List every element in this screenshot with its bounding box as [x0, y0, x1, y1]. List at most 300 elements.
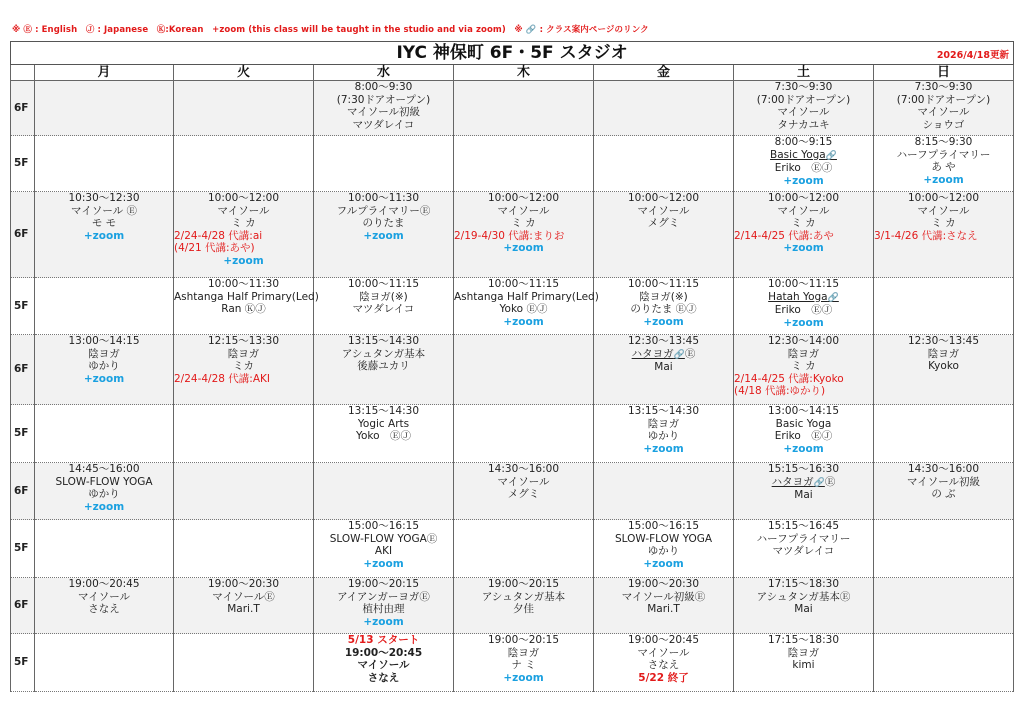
class-line [594, 578, 733, 591]
class-line [594, 418, 733, 431]
class-line-text[interactable]: Hatah Yoga [768, 290, 828, 303]
class-line [734, 418, 873, 431]
class-line-text: モ モ [91, 217, 117, 230]
class-line-text[interactable]: Basic Yoga [770, 148, 826, 161]
link-icon[interactable]: 🔗 [673, 349, 685, 360]
class-line-text: 2/14-4/25 代講:Kyoko [734, 372, 844, 385]
class-line [594, 291, 733, 304]
class-line-text: 19:00～20:15 [487, 634, 560, 646]
class-cell-sun [874, 278, 1014, 335]
class-cell-sun [874, 634, 1014, 692]
class-line-text: 15:15～16:45 [767, 520, 840, 532]
class-cell-thu [454, 136, 594, 192]
class-line-text: +zoom [83, 229, 125, 242]
schedule-row [11, 578, 1014, 634]
class-line [314, 405, 453, 418]
class-cell-fri [594, 463, 734, 520]
class-line-text: マイソール [637, 204, 690, 217]
class-line-text: タナカユキ [777, 118, 830, 131]
class-cell-sun [874, 578, 1014, 634]
class-line-text: ショウゴ [922, 118, 965, 131]
floor-label: 5F [11, 520, 35, 578]
class-line-text: マイソール [777, 204, 830, 217]
class-line-text: マイソール [917, 106, 970, 119]
class-line-text: ハーフプライマリー [756, 532, 851, 545]
class-line-text: 10:00～11:30 [347, 192, 420, 204]
class-line [874, 335, 1013, 348]
class-cell-mon [35, 335, 174, 405]
class-line-text: +zoom [643, 315, 684, 328]
class-line [314, 106, 453, 119]
class-line-text: 19:00～20:15 [487, 578, 560, 590]
class-cell-sat [734, 136, 874, 192]
class-cell-sat [734, 463, 874, 520]
class-cell-thu [454, 405, 594, 463]
class-line-text: さなえ [88, 603, 120, 616]
class-cell-sat [734, 578, 874, 634]
class-line-text: さなえ [367, 671, 400, 684]
class-cell-thu [454, 81, 594, 136]
class-link[interactable] [594, 348, 733, 362]
class-line [454, 603, 593, 616]
class-line-text: SLOW-FLOW YOGAⒺ [329, 532, 438, 545]
zoom-tag [734, 242, 873, 255]
class-cell-wed [314, 463, 454, 520]
substitute-note [734, 385, 873, 398]
class-line-text: 5/22 終了 [638, 671, 689, 684]
class-line-text: +zoom [643, 557, 684, 570]
class-line [734, 94, 873, 107]
class-line-text: マイソール初級Ⓔ [621, 590, 706, 603]
class-line [594, 278, 733, 291]
zoom-tag [594, 316, 733, 329]
class-line-text: さなえ [647, 659, 680, 672]
class-line-text: マイソール [217, 204, 270, 217]
language-mark: Ⓔ [824, 475, 836, 488]
class-line-text: ゆかり [88, 488, 120, 501]
class-line-text: マツダレイコ [352, 303, 415, 316]
zoom-tag [314, 616, 453, 629]
class-line-text: 2/24-4/28 代講:AKI [174, 372, 270, 385]
class-line [314, 335, 453, 348]
class-line-text: 15:15～16:30 [767, 463, 840, 475]
class-line-text: アシュタンガ基本Ⓔ [756, 590, 851, 603]
class-line-text: +zoom [363, 557, 404, 570]
schedule-row [11, 192, 1014, 278]
day-header-sat: 土 [734, 65, 874, 81]
class-line-text: (7:30ドアオープン) [336, 93, 431, 106]
class-line-text: Eriko ⒺⒿ [774, 304, 833, 317]
class-cell-thu [454, 192, 594, 278]
class-cell-wed [314, 335, 454, 405]
class-line [314, 303, 453, 316]
class-line [174, 192, 313, 205]
day-header-tue: 火 [174, 65, 314, 81]
class-cell-sat [734, 278, 874, 335]
class-cell-sun [874, 335, 1014, 405]
class-line-text: Ashtanga Half Primary(Led) [174, 290, 319, 303]
class-cell-tue [174, 136, 314, 192]
class-line-text[interactable]: ハタヨガ [771, 475, 814, 488]
zoom-tag [35, 501, 173, 514]
class-line [594, 647, 733, 660]
class-line [174, 578, 313, 591]
schedule-row [11, 634, 1014, 692]
class-line [594, 217, 733, 230]
class-line [314, 119, 453, 132]
class-line-text: 12:15～13:30 [207, 335, 280, 347]
class-line [314, 192, 453, 205]
day-header-thu: 木 [454, 65, 594, 81]
class-line [174, 335, 313, 348]
class-cell-mon [35, 520, 174, 578]
class-line-text: 15:00～16:15 [627, 520, 700, 532]
zoom-tag [314, 558, 453, 571]
class-line [594, 335, 733, 348]
class-cell-fri [594, 578, 734, 634]
class-line-text: 10:00～11:15 [487, 278, 560, 290]
class-cell-mon [35, 192, 174, 278]
class-line-text: kimi [792, 659, 815, 672]
class-line-text: 2/19-4/30 代講:まりお [454, 229, 565, 242]
class-line [594, 634, 733, 647]
class-line [174, 217, 313, 230]
class-cell-thu [454, 278, 599, 335]
class-line-text: 14:30～16:00 [908, 463, 980, 475]
class-line [874, 205, 1013, 218]
class-line [734, 405, 873, 418]
class-line [35, 348, 173, 361]
class-cell-sun [874, 405, 1014, 463]
class-line [314, 348, 453, 361]
class-line [874, 488, 1013, 501]
class-cell-sat [734, 192, 874, 278]
class-line-text: ミ カ [791, 217, 816, 230]
class-line [314, 81, 453, 94]
class-cell-fri [594, 278, 734, 335]
notice-text [594, 672, 733, 685]
class-line-text: アシュタンガ基本 [481, 590, 566, 603]
class-line [734, 278, 873, 291]
zoom-tag [594, 558, 733, 571]
class-cell-fri [594, 520, 734, 578]
class-line-text: 夕佳 [513, 603, 534, 616]
class-line-text: Mai [794, 489, 813, 502]
class-line-text: Mari.T [647, 603, 680, 616]
class-cell-sun [874, 192, 1014, 278]
schedule-table [10, 41, 1014, 692]
class-line-text: +zoom [83, 500, 125, 513]
link-icon[interactable]: 🔗 [825, 150, 837, 161]
class-line-text: 8:00～9:30 [354, 81, 413, 93]
class-line-text: 陰ヨガ [507, 646, 540, 659]
class-line-text: ミ カ [791, 360, 816, 373]
zoom-tag [314, 230, 453, 243]
class-line [174, 348, 313, 361]
class-line-text: ミ カ [231, 217, 256, 230]
class-cell-sun [874, 463, 1014, 520]
class-line-text: +zoom [783, 316, 824, 329]
class-line [35, 217, 173, 230]
class-line [454, 634, 593, 647]
class-line-text: Ran ⓀⒿ [221, 303, 266, 316]
class-line [734, 520, 873, 533]
class-line [874, 106, 1013, 119]
class-line [734, 335, 873, 348]
class-line [314, 545, 453, 558]
class-line [454, 217, 593, 230]
class-line [734, 430, 873, 443]
class-line [734, 348, 873, 361]
class-line [734, 603, 873, 616]
class-line [174, 360, 313, 373]
class-link[interactable] [734, 149, 873, 163]
floor-label: 6F [11, 192, 35, 278]
class-line [174, 603, 313, 616]
zoom-tag [734, 317, 873, 330]
substitute-note [174, 230, 313, 243]
class-line-text: Mai [654, 361, 673, 374]
class-line-text: 14:45～16:00 [68, 463, 140, 475]
class-line [734, 360, 873, 373]
class-line-text: マイソール [637, 646, 690, 659]
class-line [314, 647, 453, 660]
class-line [35, 205, 173, 218]
class-line-text: のりたま ⒺⒿ [630, 303, 697, 316]
class-line [594, 192, 733, 205]
class-cell-fri [594, 81, 734, 136]
class-cell-tue [174, 463, 314, 520]
class-line-text: メグミ [507, 488, 540, 501]
class-line [734, 463, 873, 476]
class-line [874, 476, 1013, 489]
class-cell-tue [174, 278, 319, 335]
class-line-text: 12:30～13:45 [627, 335, 700, 347]
class-line [35, 591, 173, 604]
class-line [594, 430, 733, 443]
class-line-text: 14:30～16:00 [487, 463, 560, 475]
class-line-text[interactable]: ハタヨガ [631, 347, 674, 360]
class-line-text: 13:15～14:30 [347, 405, 420, 417]
class-line-text: 19:00～20:45 [627, 634, 700, 646]
class-line-text: +zoom [363, 229, 404, 242]
class-line-text: マイソール [77, 590, 131, 603]
class-line-text: 13:00～14:15 [767, 405, 840, 417]
class-line-text: ゆかり [88, 360, 120, 373]
class-line-text: マイソール [497, 204, 550, 217]
link-icon[interactable]: 🔗 [827, 292, 839, 303]
class-line-text: 陰ヨガ(※) [639, 290, 688, 303]
zoom-tag [734, 443, 873, 456]
class-line [454, 591, 593, 604]
class-line-text: +zoom [223, 254, 264, 267]
substitute-note [734, 230, 873, 243]
schedule-row [11, 81, 1014, 136]
schedule-row [11, 278, 1014, 335]
substitute-note [734, 373, 873, 386]
class-cell-mon [35, 278, 174, 335]
class-cell-wed [314, 578, 454, 634]
zoom-tag [174, 255, 313, 268]
class-line-text: +zoom [83, 372, 125, 385]
class-line-text: マイソール Ⓔ [71, 204, 137, 217]
class-line [594, 361, 733, 374]
class-line [174, 303, 313, 316]
class-line-text: +zoom [923, 173, 964, 186]
class-line [314, 291, 453, 304]
class-cell-thu [454, 520, 594, 578]
class-line [734, 119, 873, 132]
class-line [734, 217, 873, 230]
zoom-tag [454, 242, 593, 255]
class-line-text: Yoko ⒺⒿ [355, 430, 412, 443]
class-line-text: +zoom [363, 615, 404, 628]
class-cell-thu [454, 634, 594, 692]
class-line-text: 8:15～9:30 [914, 136, 973, 148]
class-line-text: 10:00～12:00 [908, 192, 980, 204]
class-line-text: 12:30～13:45 [908, 335, 980, 347]
title-cell [11, 42, 1014, 65]
class-line-text: 10:00～11:30 [207, 278, 280, 290]
class-line-text: AKI [374, 545, 393, 558]
class-line [874, 81, 1013, 94]
schedule-row [11, 405, 1014, 463]
class-line [454, 303, 593, 316]
class-line [314, 205, 453, 218]
class-line-text: +zoom [503, 671, 544, 684]
class-line [734, 106, 873, 119]
class-line-text: Mai [794, 603, 813, 616]
class-cell-tue [174, 335, 314, 405]
class-cell-sun [874, 136, 1014, 192]
class-line [874, 217, 1013, 230]
class-line-text: マイソール [497, 475, 550, 488]
class-line-text: 7:30～9:30 [914, 81, 973, 93]
class-line [874, 119, 1013, 132]
class-line [454, 578, 593, 591]
class-cell-sat [734, 634, 874, 692]
class-line-text: マイソール初級 [906, 475, 981, 488]
class-line [734, 533, 873, 546]
class-line-text: 陰ヨガ(※) [359, 290, 408, 303]
class-line [874, 463, 1013, 476]
class-line [454, 192, 593, 205]
class-line [35, 476, 173, 489]
class-line [874, 348, 1013, 361]
class-cell-mon [35, 405, 174, 463]
class-link[interactable] [734, 476, 873, 490]
class-cell-wed [314, 81, 454, 136]
zoom-tag [734, 175, 873, 188]
class-line-text: 17:15～18:30 [767, 578, 840, 590]
class-line [35, 360, 173, 373]
corner-cell [11, 65, 35, 81]
class-cell-thu [454, 335, 594, 405]
class-line-text: 19:00～20:45 [68, 578, 140, 590]
class-line-text: Kyoko [928, 360, 959, 373]
class-line [174, 290, 319, 304]
class-line [734, 304, 873, 317]
class-line-text: アシュタンガ基本 [341, 347, 426, 360]
class-cell-tue [174, 405, 314, 463]
class-line-text: 3/1-4/26 代講:さなえ [874, 229, 978, 242]
class-line [35, 488, 173, 501]
class-line-text: マツダレイコ [352, 118, 415, 131]
class-link[interactable] [734, 291, 873, 305]
class-cell-tue [174, 634, 314, 692]
class-line-text: +zoom [783, 174, 824, 187]
class-line-text: 19:00～20:45 [344, 646, 423, 659]
class-cell-sat [734, 520, 874, 578]
class-cell-wed [314, 136, 454, 192]
class-line-text: 19:00～20:15 [347, 578, 420, 590]
class-line-text: 15:00～16:15 [347, 520, 420, 532]
notice-text [314, 634, 453, 647]
zoom-tag [454, 672, 593, 685]
substitute-note [174, 242, 313, 255]
class-cell-sat [734, 81, 874, 136]
class-line [454, 488, 593, 501]
class-line-text: 17:15～18:30 [767, 634, 840, 646]
class-line-text: マツダレイコ [772, 545, 835, 558]
class-cell-mon [35, 81, 174, 136]
class-line [594, 545, 733, 558]
class-line [314, 672, 453, 685]
class-line [734, 659, 873, 672]
class-line-text: 10:00～11:15 [627, 278, 700, 290]
class-line [734, 578, 873, 591]
class-line [734, 81, 873, 94]
class-cell-tue [174, 520, 314, 578]
class-line-text: SLOW-FLOW YOGA [55, 475, 153, 488]
class-line-text: 13:15～14:30 [347, 335, 420, 347]
class-cell-mon [35, 463, 174, 520]
legend-text: ※ Ⓔ : English Ⓙ : Japanese Ⓚ:Korean +zoom (this class will be taught in the studio and via zoom) ※ 🔗 : クラス案内ページのリンク [12, 25, 649, 35]
class-line [454, 290, 599, 304]
schedule-row [11, 136, 1014, 192]
class-cell-tue [174, 192, 314, 278]
class-line-text: アイアンガーヨガⒺ [337, 590, 430, 603]
class-line-text: ゆかり [647, 545, 680, 558]
class-line-text: (4/18 代講:ゆかり) [734, 385, 826, 398]
floor-label: 5F [11, 136, 35, 192]
class-line [35, 335, 173, 348]
schedule-body [11, 81, 1014, 692]
class-line [874, 192, 1013, 205]
class-line-text: SLOW-FLOW YOGA [614, 532, 713, 545]
class-line-text: 10:00～12:00 [767, 192, 840, 204]
class-cell-sat [734, 335, 874, 405]
floor-label: 5F [11, 278, 35, 335]
class-cell-mon [35, 136, 174, 192]
class-line [594, 533, 733, 546]
class-line-text: (7:00ドアオープン) [896, 93, 991, 106]
class-line-text: フルプライマリーⒺ [336, 204, 431, 217]
class-line [314, 94, 453, 107]
class-line [314, 533, 453, 546]
class-cell-wed [314, 634, 454, 692]
class-line [594, 591, 733, 604]
class-line [734, 489, 873, 502]
class-line-text: (7:00ドアオープン) [756, 93, 851, 106]
class-line-text: マイソール [917, 204, 970, 217]
class-line [454, 278, 593, 291]
class-cell-tue [174, 81, 314, 136]
schedule-row [11, 463, 1014, 520]
link-icon[interactable]: 🔗 [813, 477, 825, 488]
class-line-text: 13:00～14:15 [68, 335, 140, 347]
class-line-text: マイソール [357, 659, 410, 672]
